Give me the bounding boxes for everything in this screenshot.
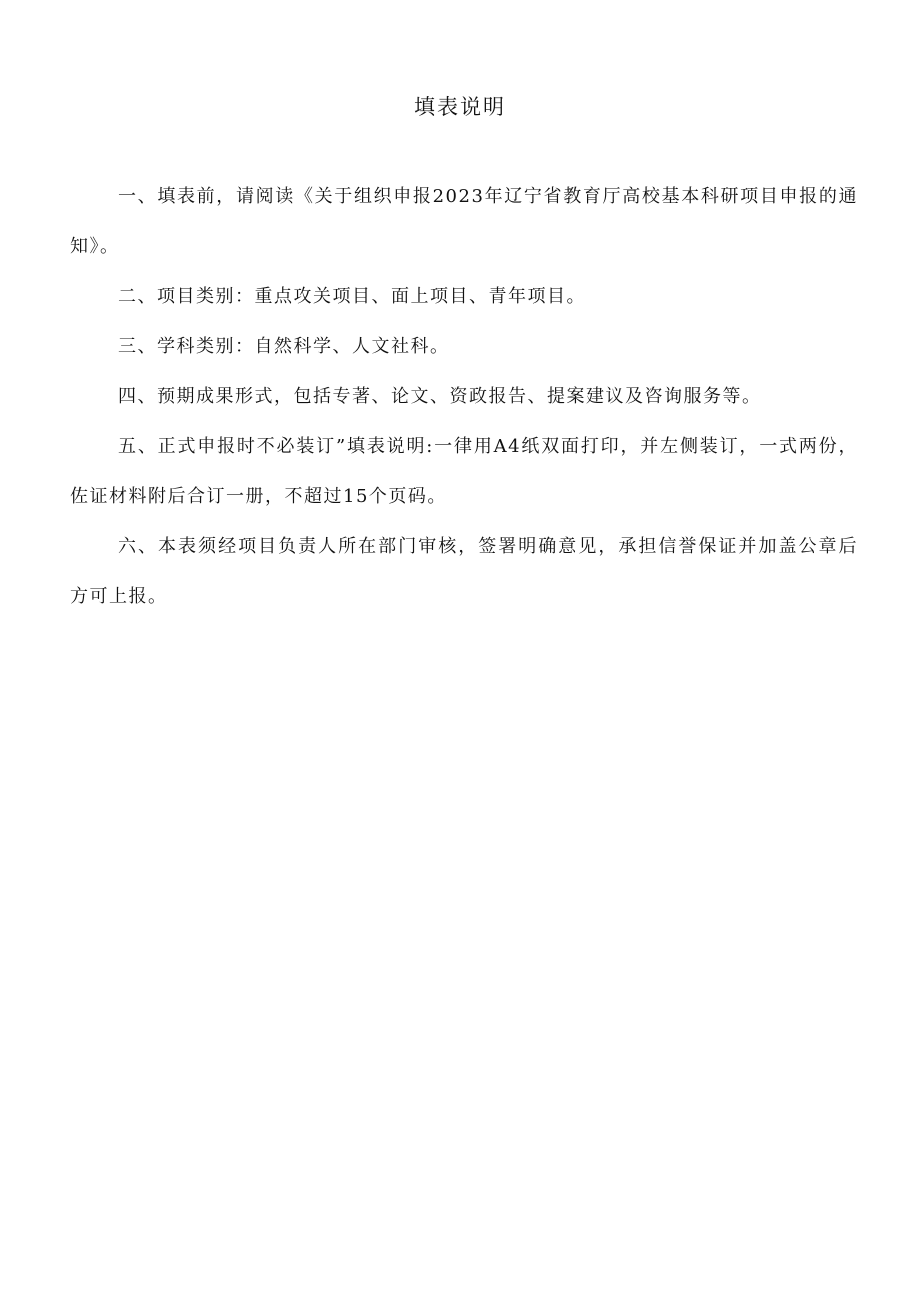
instruction-item-6: 六、本表须经项目负责人所在部门审核，签署明确意见，承担信誉保证并加盖公章后方可上报。: [70, 536, 858, 607]
instruction-item-2: 二、项目类别：重点攻关项目、面上项目、青年项目。: [118, 286, 586, 307]
instructions-body: [70, 172, 858, 622]
instruction-item-4: 四、预期成果形式，包括专著、论文、资政报告、提案建议及咨询服务等。: [118, 386, 762, 407]
instruction-item-3: 三、学科类别：自然科学、人文社科。: [118, 336, 450, 357]
instruction-item-5: 五、正式申报时不必装订”填表说明:一律用A4纸双面打印，并左侧装订，一式两份，佐证材料附后合订一册，不超过15个页码。: [70, 436, 858, 507]
instruction-item-1: 一、填表前，请阅读《关于组织申报2023年辽宁省教育厅高校基本科研项目申报的通知》。: [70, 186, 858, 257]
page-title: 填表说明: [414, 95, 506, 119]
